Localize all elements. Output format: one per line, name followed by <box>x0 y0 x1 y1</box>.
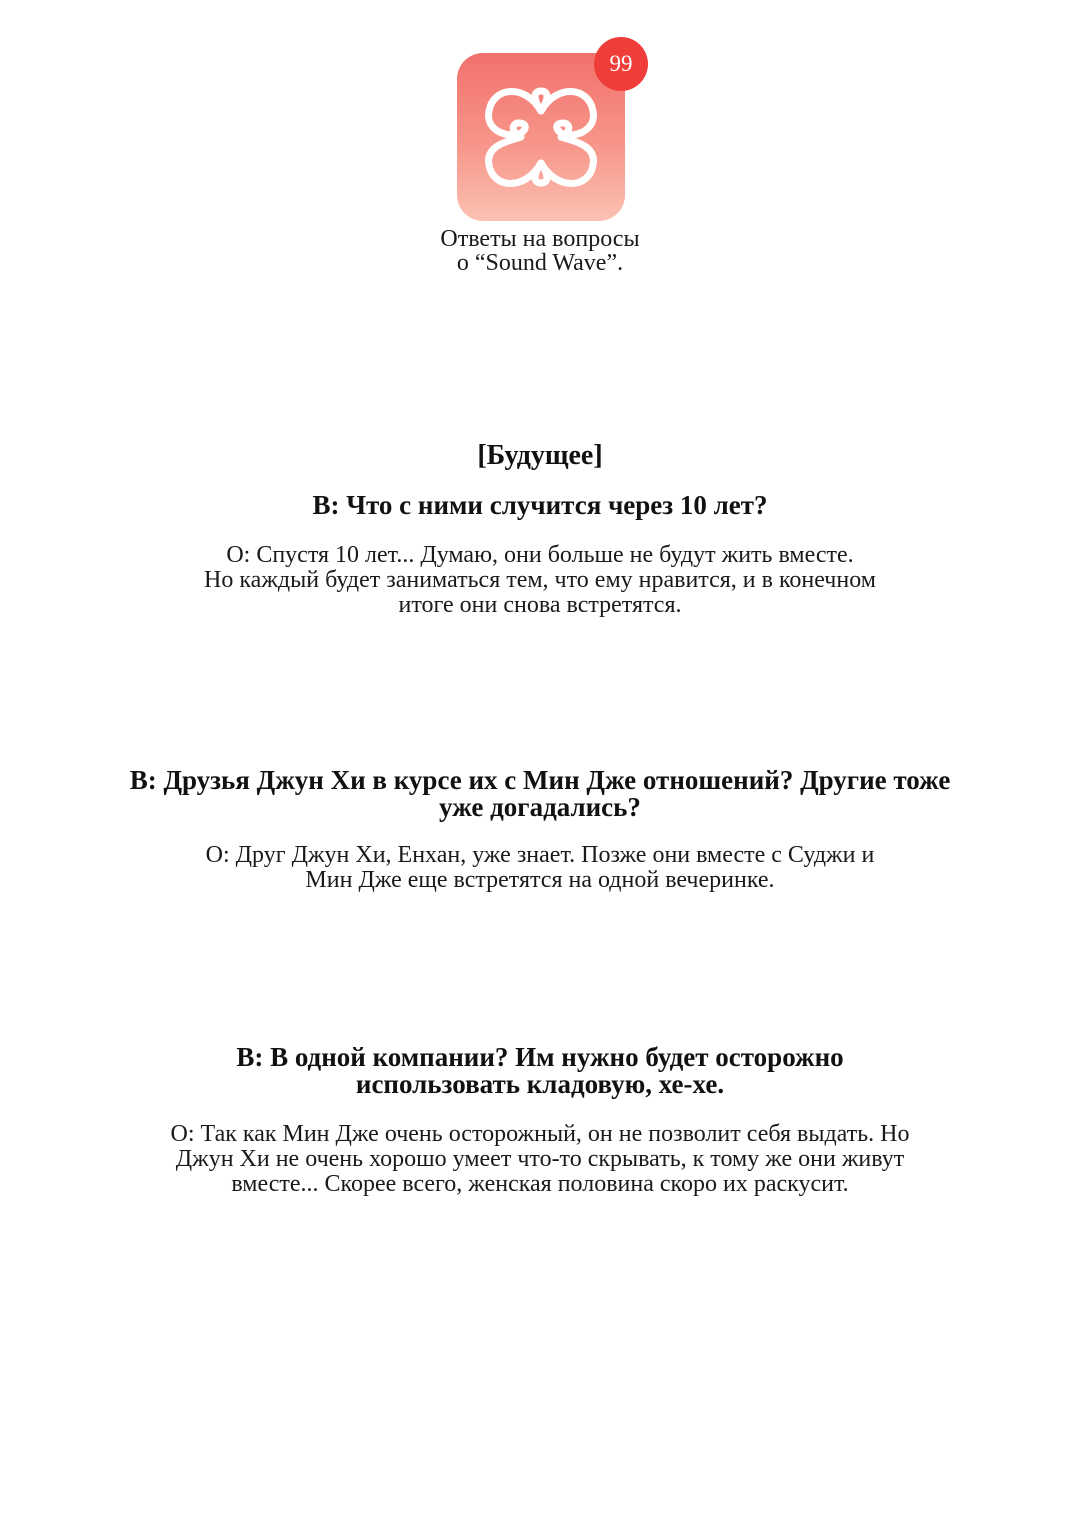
answer-1-line-3: итоге они снова встретятся. <box>398 592 682 618</box>
answer-2-line-2: Мин Дже еще встретятся на одной вечеринке. <box>305 867 775 893</box>
question-3-line-1: В: В одной компании? Им нужно будет осторожно <box>236 1042 844 1072</box>
question-1-line-1: В: Что с ними случится через 10 лет? <box>312 490 768 520</box>
answer-3 <box>90 1122 990 1197</box>
answer-2-line-1: О: Друг Джун Хи, Енхан, уже знает. Позже они вместе с Суджи и <box>205 842 875 868</box>
question-2-line-1: В: Друзья Джун Хи в курсе их с Мин Дже отношений? Другие тоже <box>129 765 951 795</box>
app-icon-container[interactable] <box>457 51 633 221</box>
section-title: [Будущее] <box>477 440 603 471</box>
answer-1-line-1: О: Спустя 10 лет... Думаю, они больше не будут жить вместе. <box>226 542 854 568</box>
answer-1 <box>90 543 990 618</box>
notification-badge: 99 <box>594 37 648 91</box>
question-3 <box>90 1044 990 1098</box>
question-2-line-2: уже догадались? <box>439 792 641 822</box>
app-label-line-2: о “Sound Wave”. <box>456 250 624 276</box>
answer-3-line-3: вместе... Скорее всего, женская половина скоро их раскусит. <box>231 1171 849 1197</box>
question-1 <box>90 492 990 519</box>
answer-3-line-2: Джун Хи не очень хорошо умеет что-то скрывать, к тому же они живут <box>175 1146 905 1172</box>
answer-2 <box>90 843 990 893</box>
answer-3-line-1: О: Так как Мин Дже очень осторожный, он не позволит себя выдать. Но <box>170 1121 910 1147</box>
question-3-line-2: использовать кладовую, хе-хе. <box>355 1069 725 1099</box>
app-label-line-1: Ответы на вопросы <box>440 226 640 252</box>
answer-1-line-2: Но каждый будет заниматься тем, что ему нравится, и в конечном <box>204 567 876 593</box>
question-2 <box>90 767 990 821</box>
